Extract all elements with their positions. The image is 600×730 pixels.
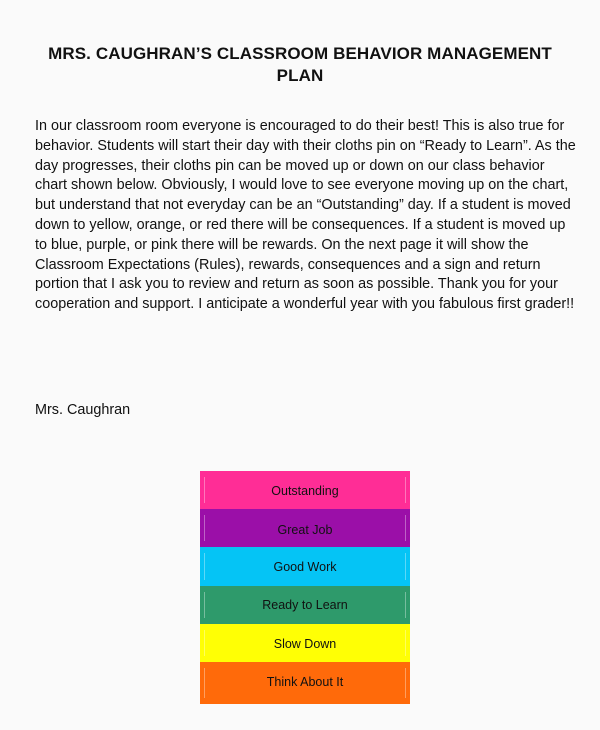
level-good-work	[200, 547, 410, 586]
behavior-chart	[200, 471, 410, 704]
level-label: Think About It	[266, 675, 344, 689]
page-title: MRS. CAUGHRAN’S CLASSROOM BEHAVIOR MANAGEMENT PLAN	[48, 44, 552, 85]
level-outstanding	[200, 471, 410, 509]
signature: Mrs. Caughran	[35, 402, 131, 418]
level-label: Great Job	[277, 523, 333, 537]
level-great-job	[200, 509, 410, 547]
level-slow-down	[200, 624, 410, 662]
level-think-about-it	[200, 662, 410, 704]
level-label: Good Work	[273, 560, 337, 574]
level-ready-to-learn	[200, 586, 410, 624]
level-label: Slow Down	[273, 637, 337, 651]
level-label: Ready to Learn	[262, 598, 348, 612]
intro-paragraph: In our classroom room everyone is encouraged to do their best! This is also true for behavior. Students will start their day with their cloths pin on “Ready to Learn”. As the day progresses, their cloths pin can be moved up or down on our class behavior chart shown below. Obviously, I would love to see everyone moving up on the chart, but understand that not everyday can be an “Outstanding” day. If a student is moved down to yellow, orange, or red there will be consequences. If a student is moved up to blue, purple, or pink there will be rewards. On the next page it will show the Classroom Expectations (Rules), rewards, consequences and a sign and return portion that I ask you to review and return as soon as possible. Thank you for your cooperation and support. I anticipate a wonderful year with you fabulous first grader!!	[35, 118, 576, 313]
level-label: Outstanding	[271, 484, 339, 498]
